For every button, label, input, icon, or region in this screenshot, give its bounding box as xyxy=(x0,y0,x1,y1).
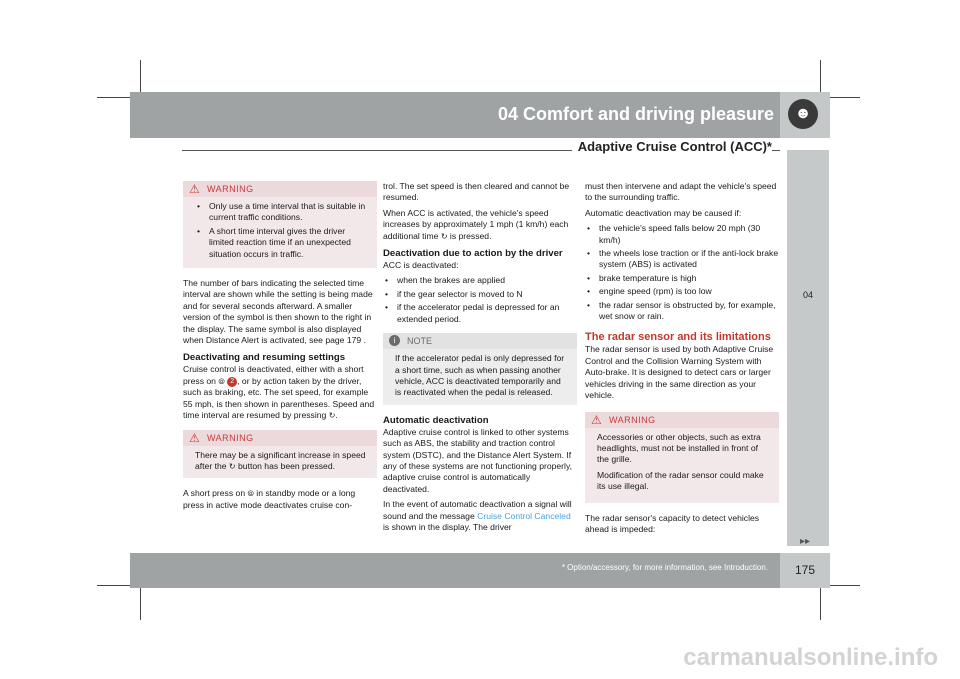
list-item: • when the brakes are applied xyxy=(383,275,577,286)
list-item: • if the accelerator pedal is depressed for an extended period. xyxy=(383,302,577,325)
warning-label: WARNING xyxy=(207,432,254,443)
warning-box xyxy=(183,181,377,268)
seat-icon: ☻ xyxy=(788,99,818,129)
info-icon: i xyxy=(389,335,400,346)
warning-header xyxy=(183,181,377,197)
note-header xyxy=(383,333,577,349)
warning-text: Modification of the radar sensor could make its use illegal. xyxy=(597,469,764,492)
header-icon-box xyxy=(780,92,830,138)
list-item: • the vehicle's speed falls below 20 mph (30 km/h) xyxy=(585,223,779,246)
column-1 xyxy=(183,181,377,515)
watermark: carmanualsonline.info xyxy=(683,644,938,671)
resume-icon: ↻ xyxy=(228,462,236,471)
warning-header xyxy=(183,430,377,446)
list-item: • if the gear selector is moved to N xyxy=(383,289,577,300)
cruise-control-icon: ⦾ xyxy=(247,489,254,499)
list-item: • the radar sensor is obstructed by, for example, wet snow or rain. xyxy=(585,300,779,323)
chapter-title: 04 Comfort and driving pleasure xyxy=(497,104,774,124)
paragraph: Adaptive cruise control is linked to other systems such as ABS, the stability and traction control system (DSTC), and the Distance Alert System. If any of these systems are not functioning properly, adaptive cruise control is automatically deactivated. xyxy=(383,426,573,494)
list-item: • A short time interval gives the driver limited reaction time if an unexpected situation occurs in traffic. xyxy=(195,226,369,260)
subheading: Deactivating and resuming settings xyxy=(183,352,346,364)
paragraph: The radar sensor is used by both Adaptive Cruise Control and the Collision Warning System with Auto-brake. It is designed to detect cars or larger vehicles driving in the same direction as your vehicle. xyxy=(585,344,774,401)
paragraph: Cruise control is deactivated, either with a short press on ⦾ 2 , or by action taken by the driver, such as braking, etc. The set speed, for example 55 mph, is then shown in parentheses. Speed and time interval are resumed by pressing ↻. xyxy=(183,364,375,421)
list-item: • Only use a time interval that is suitable in current traffic conditions. xyxy=(195,201,369,224)
warning-box xyxy=(585,412,779,503)
note-box xyxy=(383,333,577,405)
warning-box: ⚠ WARNING There may be a significant increase in speed after the ↻ button has been pressed. xyxy=(183,430,377,479)
cruise-control-icon: ⦾ xyxy=(218,376,225,386)
paragraph: must then intervene and adapt the vehicle's speed to the surrounding traffic. xyxy=(585,181,777,203)
continue-arrows-icon: ▸▸ xyxy=(800,536,811,547)
warning-text: Accessories or other objects, such as extra headlights, must not be installed in front of the grille. xyxy=(597,431,761,465)
warning-label: WARNING xyxy=(609,414,656,425)
warning-icon: ⚠ xyxy=(189,430,200,445)
page-number-box xyxy=(780,553,830,588)
paragraph: trol. The set speed is then cleared and cannot be resumed. xyxy=(383,181,570,203)
warning-label: WARNING xyxy=(207,184,254,194)
warning-icon: ⚠ xyxy=(189,182,200,196)
page-number: 175 xyxy=(794,563,816,577)
section-heading: The radar sensor and its limitations xyxy=(585,331,771,344)
paragraph: The radar sensor's capacity to detect vehicles ahead is impeded: xyxy=(585,512,760,534)
paragraph: When ACC is activated, the vehicle's speed increases by approximately 1 mph (1 km/h) each additional time ↻ is pressed. xyxy=(383,207,569,241)
resume-icon: ↻ xyxy=(440,231,448,241)
list-item: • brake temperature is high xyxy=(585,273,779,284)
paragraph: Automatic deactivation may be caused if: xyxy=(585,207,742,218)
footnote: * Option/accessory, for more information, see Introduction. xyxy=(561,563,768,572)
warning-icon: ⚠ xyxy=(591,412,602,427)
chapter-tab-label: 04 xyxy=(802,290,813,300)
warning-header xyxy=(585,412,779,428)
note-text: If the accelerator pedal is only depressed for a short time, such as when passing another vehicle, ACC is deactivated temporarily and is reactivated when the pedal is released. xyxy=(395,353,565,398)
paragraph: A short press on ⦾ in standby mode or a long press in active mode deactivates cruise con- xyxy=(183,488,356,510)
footer-band xyxy=(130,553,780,588)
header-band xyxy=(130,92,830,138)
resume-icon: ↻ xyxy=(328,411,336,421)
chapter-side-tab xyxy=(787,150,829,546)
display-message: Cruise Control Canceled xyxy=(477,510,571,521)
subheading: Automatic deactivation xyxy=(383,414,489,426)
list-item: • engine speed (rpm) is too low xyxy=(585,286,779,297)
paragraph: The number of bars indicating the selected time interval are shown while the setting is being made and for several seconds afterward. A smaller version of the symbol is then shown to the right in the display. The same symbol is also displayed when Distance Alert is activated, see page 179 . xyxy=(183,278,373,346)
column-2 xyxy=(383,181,577,537)
callout-badge: 2 xyxy=(227,377,237,387)
list-item: • the wheels lose traction or if the anti-lock brake system (ABS) is activated xyxy=(585,248,779,271)
section-title: Adaptive Cruise Control (ACC)* xyxy=(572,139,772,154)
column-3 xyxy=(585,181,779,539)
paragraph: In the event of automatic deactivation a signal will sound and the message Cruise Control Canceled is shown in the display. The driver xyxy=(383,499,572,532)
paragraph: ACC is deactivated: xyxy=(383,260,459,271)
note-label: NOTE xyxy=(407,336,433,347)
subheading: Deactivation due to action by the driver xyxy=(383,248,563,260)
